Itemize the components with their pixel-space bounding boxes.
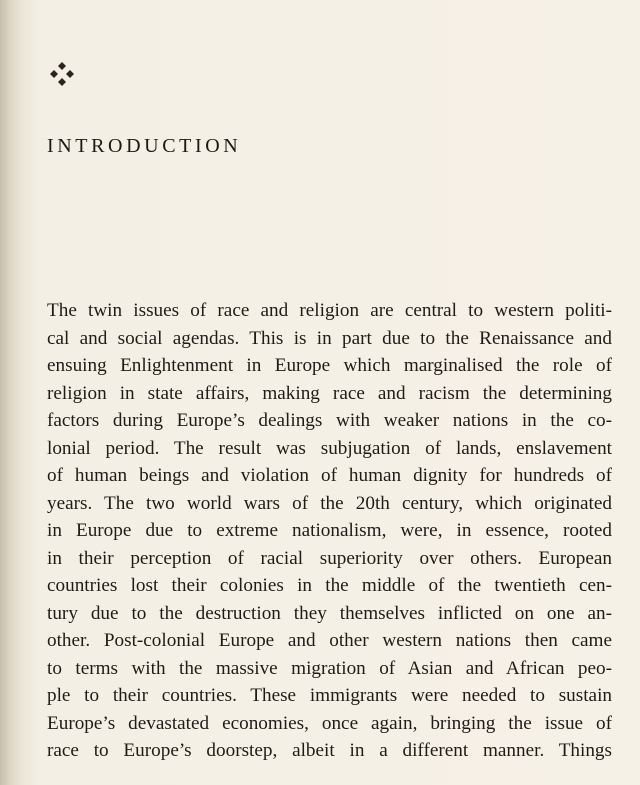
text-line: The twin issues of race and religion are central to western politi- [47, 300, 612, 321]
text-line: of human beings and violation of human dignity for hundreds of [47, 465, 612, 486]
text-line: in their perception of racial superiority over others. European [47, 547, 612, 569]
text-line: factors during Europe’s dealings with weaker nations in the co- [47, 410, 612, 431]
text-line: other. Post-colonial Europe and other western nations then came [47, 630, 612, 651]
text-line: cal and social agendas. This is in part due to the Renaissance and [47, 327, 612, 349]
text-line: religion in state affairs, making race and racism the determining [47, 382, 612, 404]
text-line: lonial period. The result was subjugation of lands, enslavement [47, 437, 612, 459]
text-line: to terms with the massive migration of Asian and African peo- [47, 657, 612, 679]
text-line: Europe’s devastated economies, once again, bringing the issue of [47, 712, 612, 734]
text-line: ensuing Enlightenment in Europe which marginalised the role of [47, 355, 612, 376]
text-line: race to Europe’s doorstep, albeit in a different manner. Things [47, 740, 612, 761]
text-line: in Europe due to extreme nationalism, were, in essence, rooted [47, 520, 612, 541]
text-line: countries lost their colonies in the middle of the twentieth cen- [47, 575, 612, 596]
text-line: years. The two world wars of the 20th century, which originated [47, 492, 612, 514]
body-paragraph [47, 297, 612, 765]
text-line: tury due to the destruction they themselves inflicted on one an- [47, 602, 612, 624]
ornament-icon [48, 60, 76, 88]
chapter-heading: INTRODUCTION [47, 135, 242, 157]
text-line: ple to their countries. These immigrants were needed to sustain [47, 685, 612, 706]
